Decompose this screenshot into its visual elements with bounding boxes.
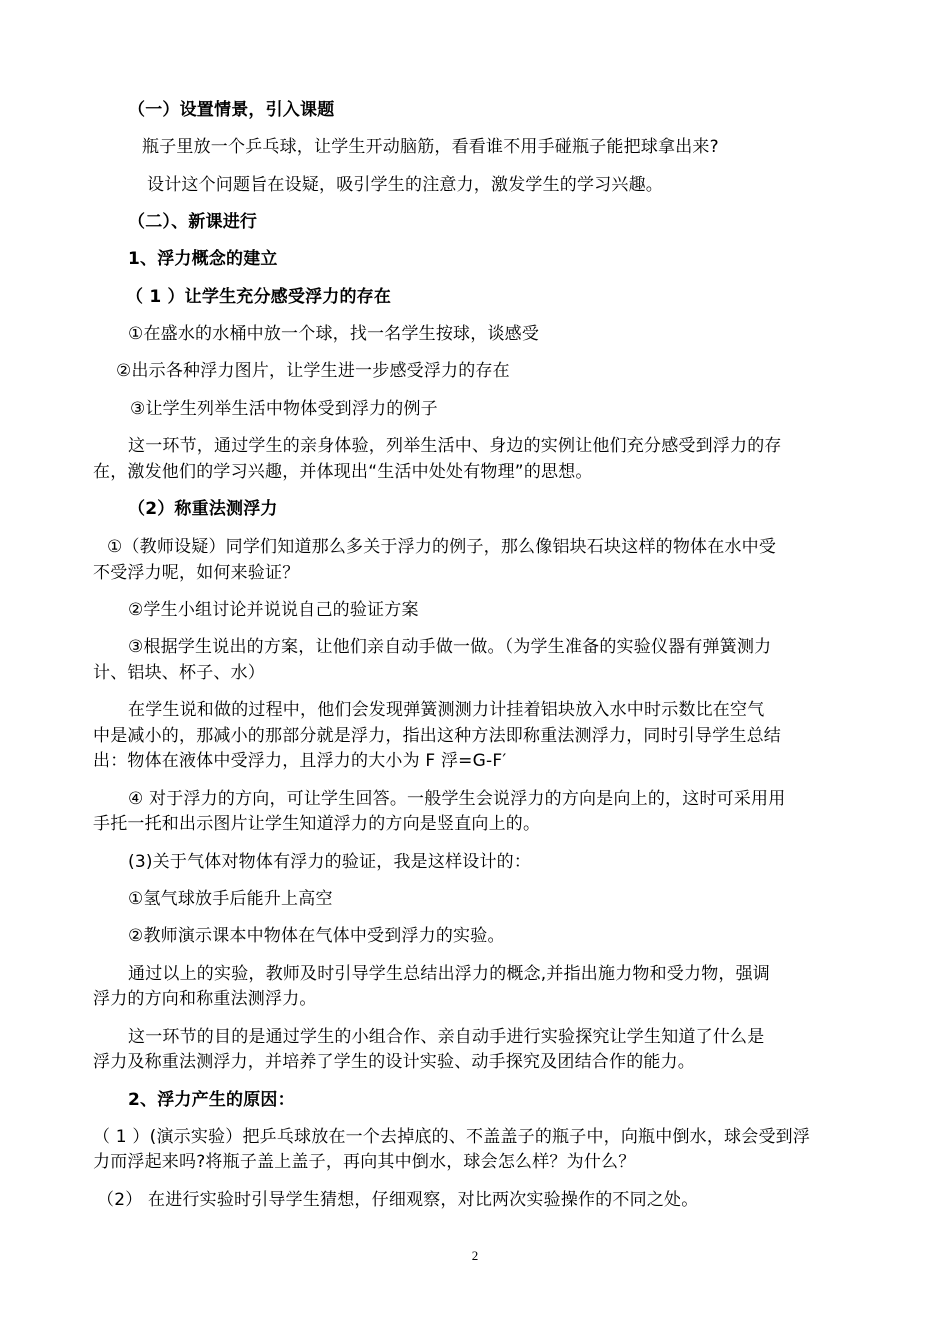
section-heading-1: （一）设置情景，引入课题: [128, 100, 335, 120]
list-item: ②教师演示课本中物体在气体中受到浮力的实验。: [128, 926, 505, 946]
section-heading-3: 1、浮力概念的建立: [128, 249, 278, 269]
paragraph: 这一环节，通过学生的亲身体验，列举生活中、身边的实例让他们充分感受到浮力的存: [128, 436, 782, 456]
paragraph: 出：物体在液体中受浮力，且浮力的大小为 F 浮=G-F′: [93, 751, 507, 771]
section-heading-5: （2）称重法测浮力: [128, 499, 278, 519]
page-number: 2: [471, 1248, 479, 1263]
paragraph: (3)关于气体对物体有浮力的验证，我是这样设计的：: [128, 852, 532, 872]
paragraph: 手托一托和出示图片让学生知道浮力的方向是竖直向上的。: [93, 814, 541, 834]
paragraph: 瓶子里放一个乒乓球，让学生开动脑筋，看看谁不用手碰瓶子能把球拿出来?: [142, 137, 719, 157]
list-item: ②学生小组讨论并说说自己的验证方案: [128, 600, 419, 620]
paragraph: 这一环节的目的是通过学生的小组合作、亲自动手进行实验探究让学生知道了什么是: [128, 1027, 765, 1047]
paragraph: 中是减小的，那减小的那部分就是浮力，指出这种方法即称重法测浮力，同时引导学生总结: [93, 726, 781, 746]
list-item: ③让学生列举生活中物体受到浮力的例子: [130, 399, 438, 419]
list-item: ②出示各种浮力图片，让学生进一步感受浮力的存在: [116, 361, 510, 381]
paragraph: 浮力及称重法测浮力，并培养了学生的设计实验、动手探究及团结合作的能力。: [93, 1052, 695, 1072]
section-heading-6: 2、浮力产生的原因：: [128, 1090, 295, 1110]
list-item: ①氢气球放手后能升上高空: [128, 889, 333, 909]
paragraph: 不受浮力呢，如何来验证？: [93, 563, 300, 583]
list-item: ①在盛水的水桶中放一个球，找一名学生按球，谈感受: [128, 324, 540, 344]
paragraph: 通过以上的实验，教师及时引导学生总结出浮力的概念,并指出施力物和受力物，强调: [128, 964, 771, 984]
paragraph: 在，激发他们的学习兴趣，并体现出“生活中处处有物理”的思想。: [93, 462, 593, 482]
paragraph: ①（教师设疑）同学们知道那么多关于浮力的例子，那么像铝块石块这样的物体在水中受: [107, 537, 777, 557]
paragraph: ③根据学生说出的方案，让他们亲自动手做一做。（为学生准备的实验仪器有弹簧测力: [128, 637, 772, 657]
paragraph: 设计这个问题旨在设疑，吸引学生的注意力，激发学生的学习兴趣。: [147, 175, 663, 195]
paragraph: 在学生说和做的过程中，他们会发现弹簧测测力计挂着铝块放入水中时示数比在空气: [128, 700, 765, 720]
paragraph: 计、铝块、杯子、水）: [93, 663, 265, 683]
paragraph: 力而浮起来吗?将瓶子盖上盖子，再向其中倒水，球会怎么样？为什么？: [93, 1152, 636, 1172]
paragraph: ④ 对于浮力的方向，可让学生回答。一般学生会说浮力的方向是向上的，这时可采用用: [128, 789, 786, 809]
paragraph: （2） 在进行实验时引导学生猜想，仔细观察，对比两次实验操作的不同之处。: [97, 1190, 699, 1210]
section-heading-4: （ 1 ）让学生充分感受浮力的存在: [126, 287, 392, 307]
section-heading-2: （二）、新课进行: [128, 212, 258, 232]
paragraph: 浮力的方向和称重法测浮力。: [93, 989, 317, 1009]
paragraph: （ 1 ）(演示实验）把乒乓球放在一个去掉底的、不盖盖子的瓶子中，向瓶中倒水，球会受到浮: [93, 1127, 811, 1147]
